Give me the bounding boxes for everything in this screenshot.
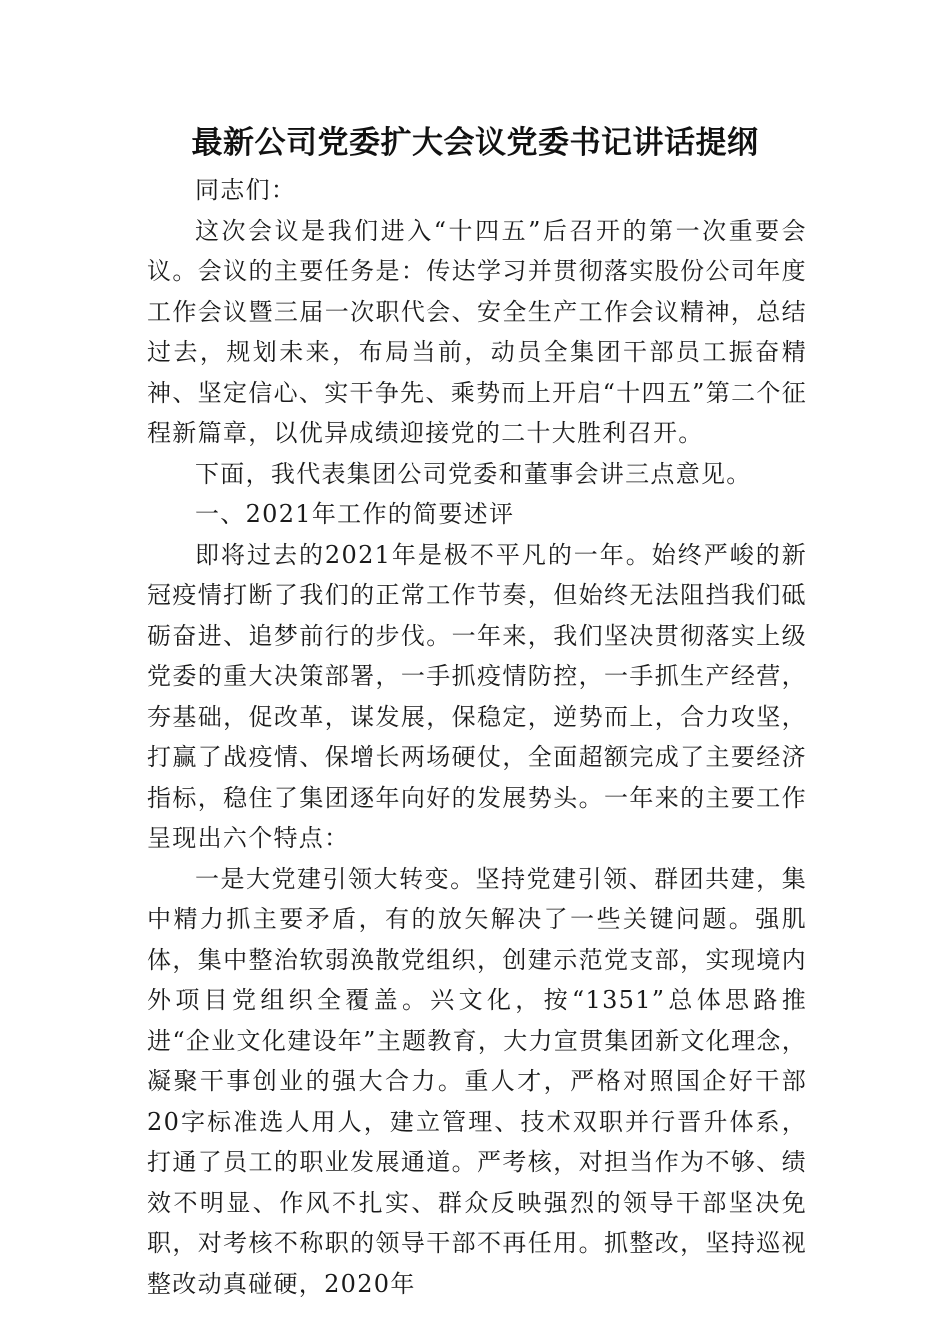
party-building-paragraph: 一是大党建引领大转变。坚持党建引领、群团共建，集中精力抓主要矛盾，有的放矢解决了一些关键问题。强肌体，集中整治软弱涣散党组织，创建示范党支部，实现境内外项目党组织全覆盖。兴文化，按“1351”总体思路推进“企业文化建设年”主题教育，大力宣贯集团新文化理念，凝聚干事创业的强大合力。重人才，严格对照国企好干部20字标准选人用人，建立管理、技术双职并行晋升体系，打通了员工的职业发展通道。严考核，对担当作为不够、绩效不明显、作风不扎实、群众反映强烈的领导干部坚决免职，对考核不称职的领导干部不再任用。抓整改，坚持巡视整改动真碰硬，2020年 <box>147 864 807 1298</box>
review-paragraph: 即将过去的2021年是极不平凡的一年。始终严峻的新冠疫情打断了我们的正常工作节奏，但始终无法阻挡我们砥砺奋进、追梦前行的步伐。一年来，我们坚决贯彻落实上级党委的重大决策部署，一手抓疫情防控，一手抓生产经营，夯基础，促改革，谋发展，保稳定，逆势而上，合力攻坚，打赢了战疫情、保增长两场硬仗，全面超额完成了主要经济指标，稳住了集团逐年向好的发展势头。一年来的主要工作呈现出六个特点： <box>147 540 807 852</box>
intro-paragraph: 这次会议是我们进入“十四五”后召开的第一次重要会议。会议的主要任务是：传达学习并贯彻落实股份公司年度工作会议暨三届一次职代会、安全生产工作会议精神，总结过去，规划未来，布局当前，动员全集团干部员工振奋精神、坚定信心、实干争先、乘势而上开启“十四五”第二个征程新篇章，以优异成绩迎接党的二十大胜利召开。 <box>147 216 807 447</box>
document-body <box>147 170 807 1304</box>
outline-paragraph: 下面，我代表集团公司党委和董事会讲三点意见。 <box>195 459 752 488</box>
document-title: 最新公司党委扩大会议党委书记讲话提纲 <box>191 125 759 161</box>
greeting-paragraph: 同志们： <box>195 176 297 204</box>
section-heading-1: 一、2021年工作的简要述评 <box>195 500 515 528</box>
